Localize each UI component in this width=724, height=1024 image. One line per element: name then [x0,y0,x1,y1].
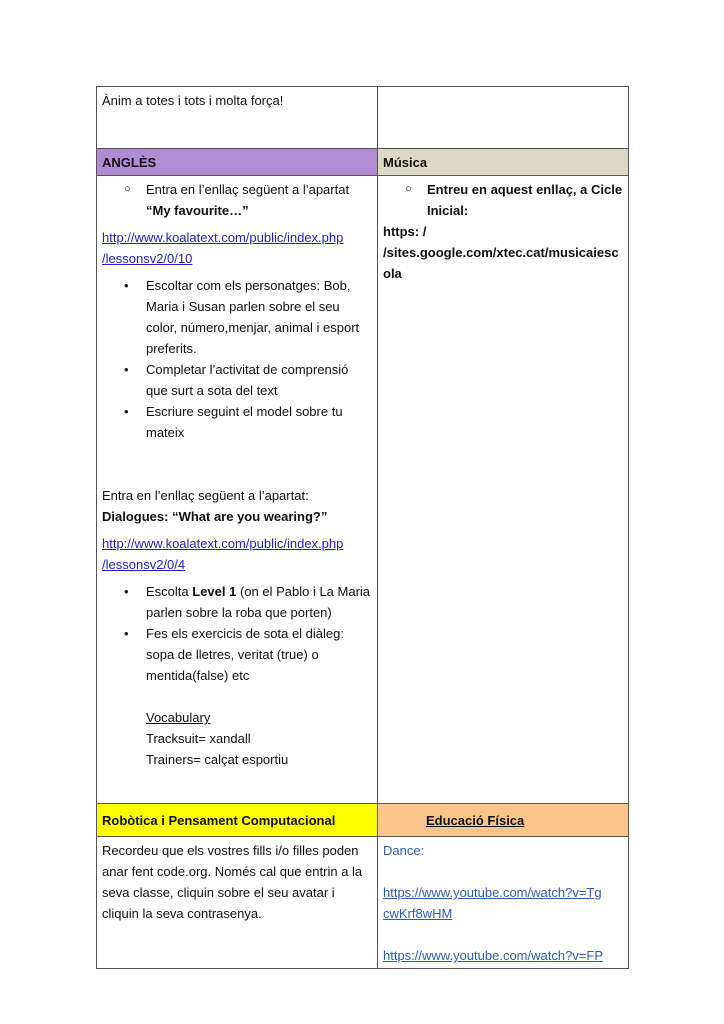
circle-bullet-icon: ○ [124,183,131,195]
angles-section2-title: Dialogues: “What are you wearing?” [102,509,328,524]
list-item-text: Fes els exercicis de sota el diàleg: sopa de lletres, veritat (true) o mentida(false) etc [146,626,344,683]
list-item [102,623,372,770]
link-line[interactable]: https://www.youtube.com/watch?v=Tg [383,885,602,900]
musica-list [383,179,623,221]
link-line[interactable]: http://www.koalatext.com/public/index.php [102,536,344,551]
koalatext-link-lesson-10[interactable] [102,230,343,266]
dance-label: Dance: [383,843,425,858]
bullet-icon: • [124,278,129,293]
intro-empty-cell [378,87,629,149]
musica-cell [378,176,629,804]
list-item [102,359,372,401]
link-line[interactable]: https: / [383,224,427,239]
list-item [102,581,372,623]
musica-header: Música [378,149,629,176]
musica-instruction: Entreu en aquest enllaç, a Cicle Inicial: [427,182,623,218]
link-line[interactable]: https://www.youtube.com/watch?v=FP [383,948,604,963]
bullet-icon: • [124,404,129,419]
youtube-link-2[interactable] [383,948,603,963]
robotica-header: Robòtica i Pensament Computacional [97,804,378,837]
list-item [102,401,372,443]
bullet-icon: • [124,626,129,641]
vocabulary-title: Vocabulary [146,710,211,725]
angles-section1-instruction: Entra en l’enllaç següent a l’apartat [146,182,350,197]
link-line[interactable]: ola [383,266,402,281]
angles-section2-bullets [102,581,372,770]
educacio-fisica-cell [378,837,629,969]
activities-table [96,86,629,969]
content-row-1 [97,176,629,804]
angles-section1-title: “My favourite…” [146,203,249,218]
angles-section1-bullets [102,275,372,443]
vocabulary-item: Tracksuit= xandall [146,731,251,746]
vocabulary-item: Trainers= calçat esportiu [146,752,289,767]
link-line[interactable]: /lessonsv2/0/4 [102,557,186,572]
header-row-1 [97,149,629,176]
list-item-text: Escoltar com els personatges: Bob, Maria i Susan parlen sobre el seu color, número,menjar, animal i esport preferits. [146,278,360,356]
angles-cell [97,176,378,804]
list-item-text: Escriure seguint el model sobre tu mateix [146,404,343,440]
angles-section2-instruction: Entra en l’enllaç següent a l’apartat: [102,488,309,503]
bullet-icon: • [124,362,129,377]
angles-section1-list [102,179,372,221]
educacio-fisica-header-text: Educació Física [426,813,525,828]
list-item [102,275,372,359]
angles-header: ANGLÈS [97,149,378,176]
koalatext-link-lesson-4[interactable] [102,536,343,572]
bullet-icon: • [124,584,129,599]
link-line[interactable]: cwKrf8wHM [383,906,453,921]
educacio-fisica-header [378,804,629,837]
list-item-text: Completar l’activitat de comprensió que surt a sota del text [146,362,349,398]
intro-row [97,87,629,149]
content-row-2 [97,837,629,969]
intro-message: Ànim a totes i tots i molta força! [97,87,378,149]
link-line[interactable]: /lessonsv2/0/10 [102,251,193,266]
robotica-cell: Recordeu que els vostres fills i/o filles poden anar fent code.org. Només cal que entrin a la seva classe, cliquin sobre el seu avatar i cliquin la seva contrasenya. [97,837,378,969]
link-line[interactable]: /sites.google.com/xtec.cat/musicaiesc [383,245,619,260]
musica-item [383,179,623,221]
circle-bullet-icon: ○ [405,183,412,195]
level-label: Level 1 [192,584,237,599]
list-item-text: Escolta [146,584,193,599]
angles-section1-item [102,179,372,221]
youtube-link-1[interactable] [383,885,602,921]
musica-link[interactable] [383,221,623,284]
list-item-text: (on el Pablo i La Maria parlen sobre la roba que porten) [146,584,371,620]
link-line[interactable]: http://www.koalatext.com/public/index.php [102,230,344,245]
header-row-2 [97,804,629,837]
